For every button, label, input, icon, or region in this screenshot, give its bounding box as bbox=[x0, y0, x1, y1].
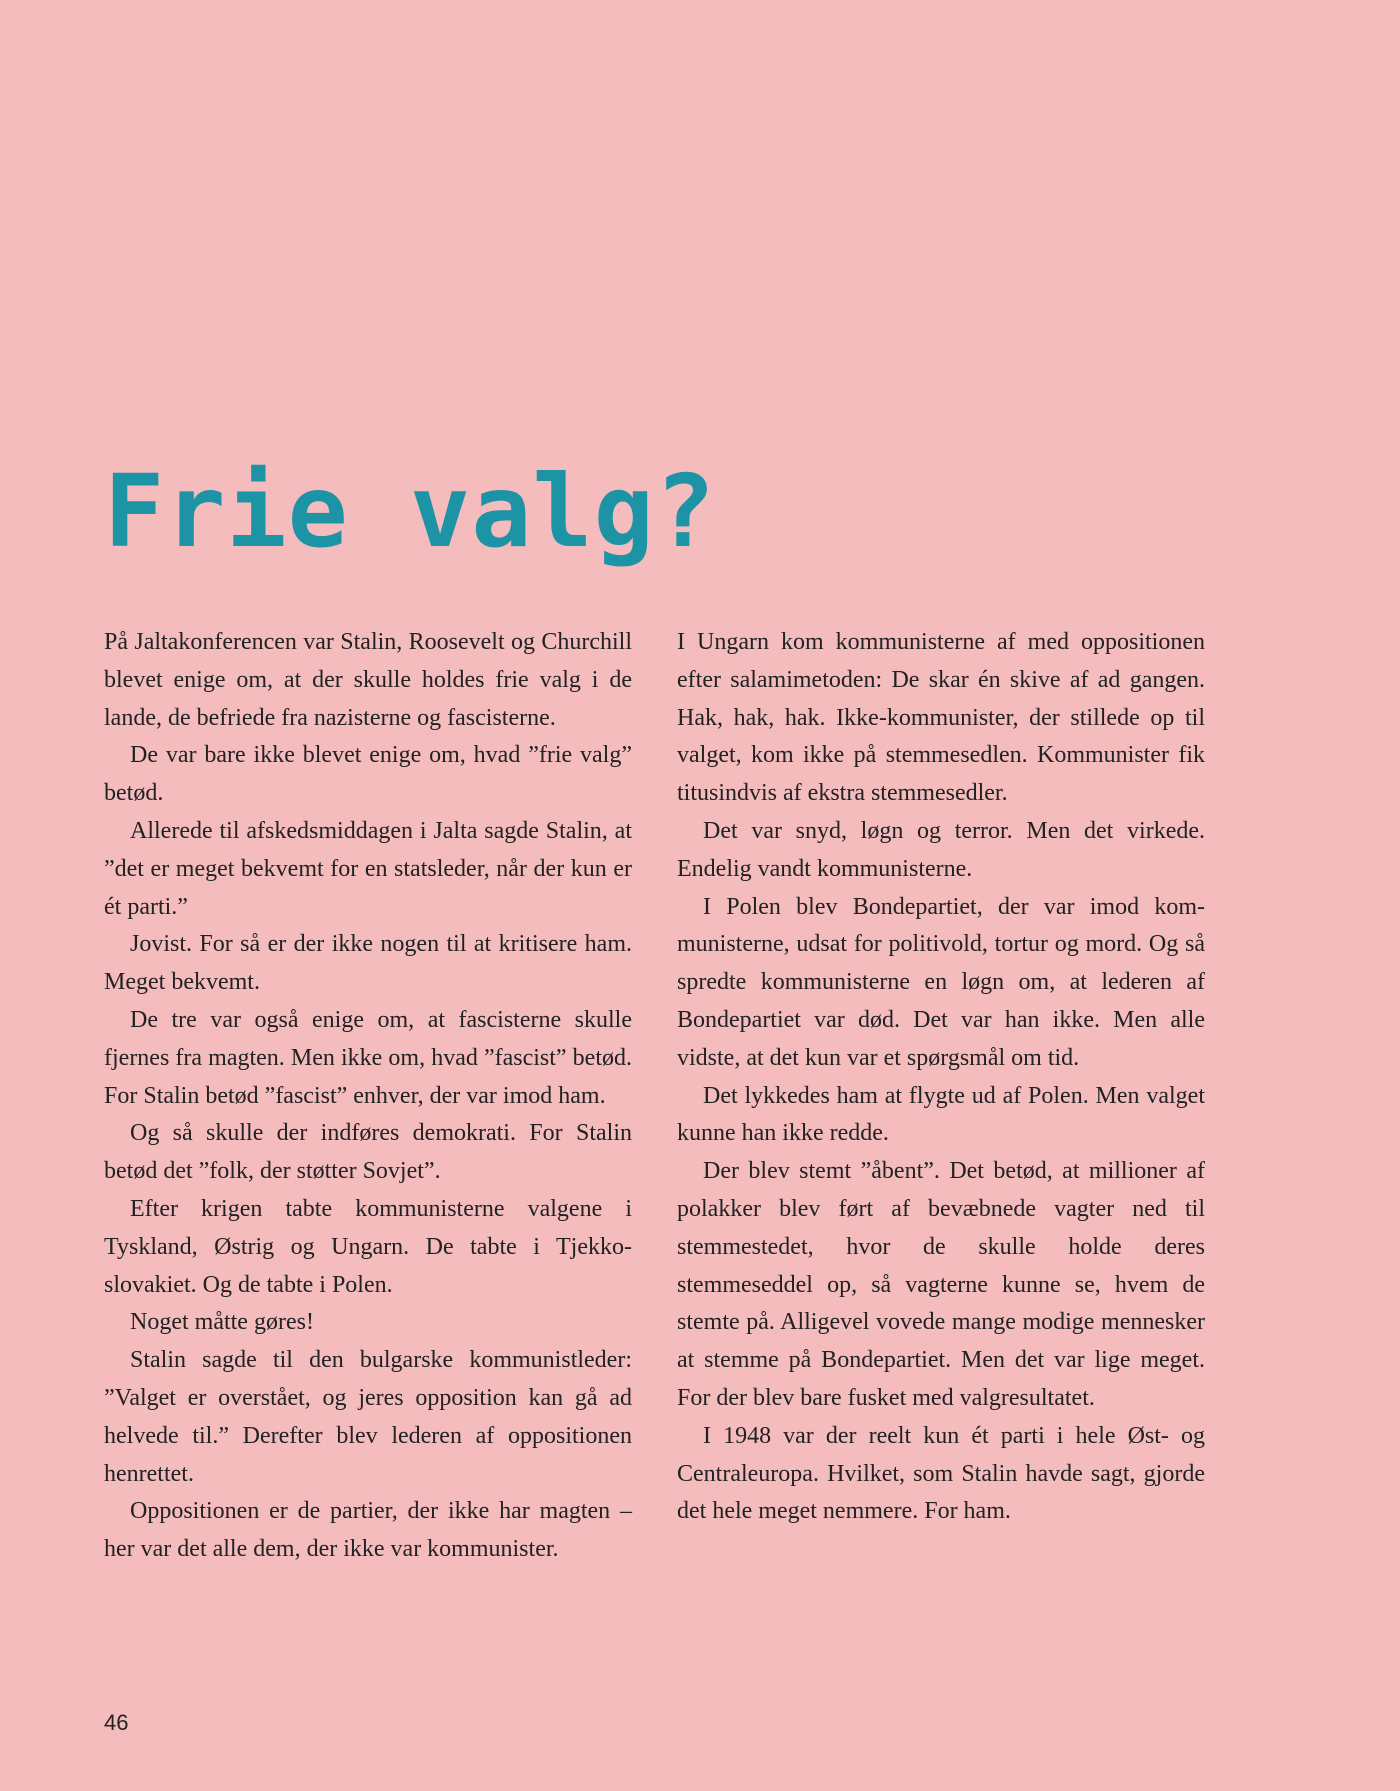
paragraph: I 1948 var der reelt kun ét parti i hele Øst- og Centraleuropa. Hvilket, som Stalin havde sagt, gjorde det hele meget nemmere. For ham. bbox=[677, 1422, 1205, 1525]
page-number: 46 bbox=[104, 1710, 129, 1735]
paragraph: Og så skulle der indføres demokrati. For Stalin betød det ”folk, der støtter Sovjet”. bbox=[104, 1120, 632, 1185]
paragraph: Oppositionen er de partier, der ikke har magten – her var det alle dem, der ikke var kommunister. bbox=[104, 1498, 632, 1563]
paragraph: Stalin sagde til den bulgarske kommunistleder: ”Valget er overstået, og jeres opposition kan gå ad helvede til.” Derefter blev lederen af oppositionen henrettet. bbox=[104, 1347, 632, 1487]
paragraph: Jovist. For så er der ikke nogen til at kritisere ham. Meget bekvemt. bbox=[104, 931, 632, 996]
paragraph: Det var snyd, løgn og terror. Men det virkede. Endelig vandt kommunisterne. bbox=[677, 817, 1205, 882]
paragraph: Efter krigen tabte kommunisterne valgene i Tyskland, Østrig og Ungarn. De tabte i Tjekkoslovakiet. Og de tabte i Polen. bbox=[104, 1195, 632, 1298]
paragraph: Allerede til afskedsmiddagen i Jalta sagde Stalin, at ”det er meget bekvemt for en statsleder, når der kun er ét parti.” bbox=[104, 817, 632, 920]
right-column bbox=[677, 624, 1205, 1531]
paragraph: De tre var også enige om, at fascisterne skulle fjernes fra magten. Men ikke om, hvad ”fascist” betød. For Stalin betød ”fascist” enhver, der var imod ham. bbox=[104, 1006, 632, 1109]
paragraph: I Polen blev Bondepartiet, der var imod kommunisterne, udsat for politivold, tortur og mord. Og så spredte kommunisterne en løgn om, at lederen af Bondepartiet var død. Det var han ikke. Men alle vidste, at det kun var et spørgsmål om tid. bbox=[677, 893, 1205, 1071]
paragraph: De var bare ikke blevet enige om, hvad ”frie valg” betød. bbox=[104, 742, 632, 807]
paragraph: Noget måtte gøres! bbox=[130, 1309, 314, 1336]
paragraph: I Ungarn kom kommunisterne af med oppositionen efter salamimetoden: De skar én skive af ad gangen. Hak, hak, hak. Ikke-kommunister, der stillede op til valget, kom ikke på stemmesedlen. Kommunister fik titusindvis af ekstra stemmesedler. bbox=[677, 629, 1205, 807]
paragraph: På Jaltakonferencen var Stalin, Roosevelt og Churchill blevet enige om, at der skulle holdes frie valg i de lande, de befriede fra nazisterne og fascisterne. bbox=[104, 629, 632, 731]
page-title: Frie valg? bbox=[104, 453, 717, 570]
paragraph: Der blev stemt ”åbent”. Det betød, at millioner af polakker blev ført af bevæbnede vagter ned til stemmestedet, hvor de skulle holde deres stemmeseddel op, så vagterne kunne se, hvem de stemte på. Alligevel vovede mange modige mennesker at stemme på Bondepartiet. Men det var lige meget. For der blev bare fusket med valgresultatet. bbox=[677, 1158, 1205, 1411]
left-column bbox=[104, 624, 632, 1569]
paragraph: Det lykkedes ham at flygte ud af Polen. Men valget kunne han ikke redde. bbox=[677, 1082, 1205, 1147]
